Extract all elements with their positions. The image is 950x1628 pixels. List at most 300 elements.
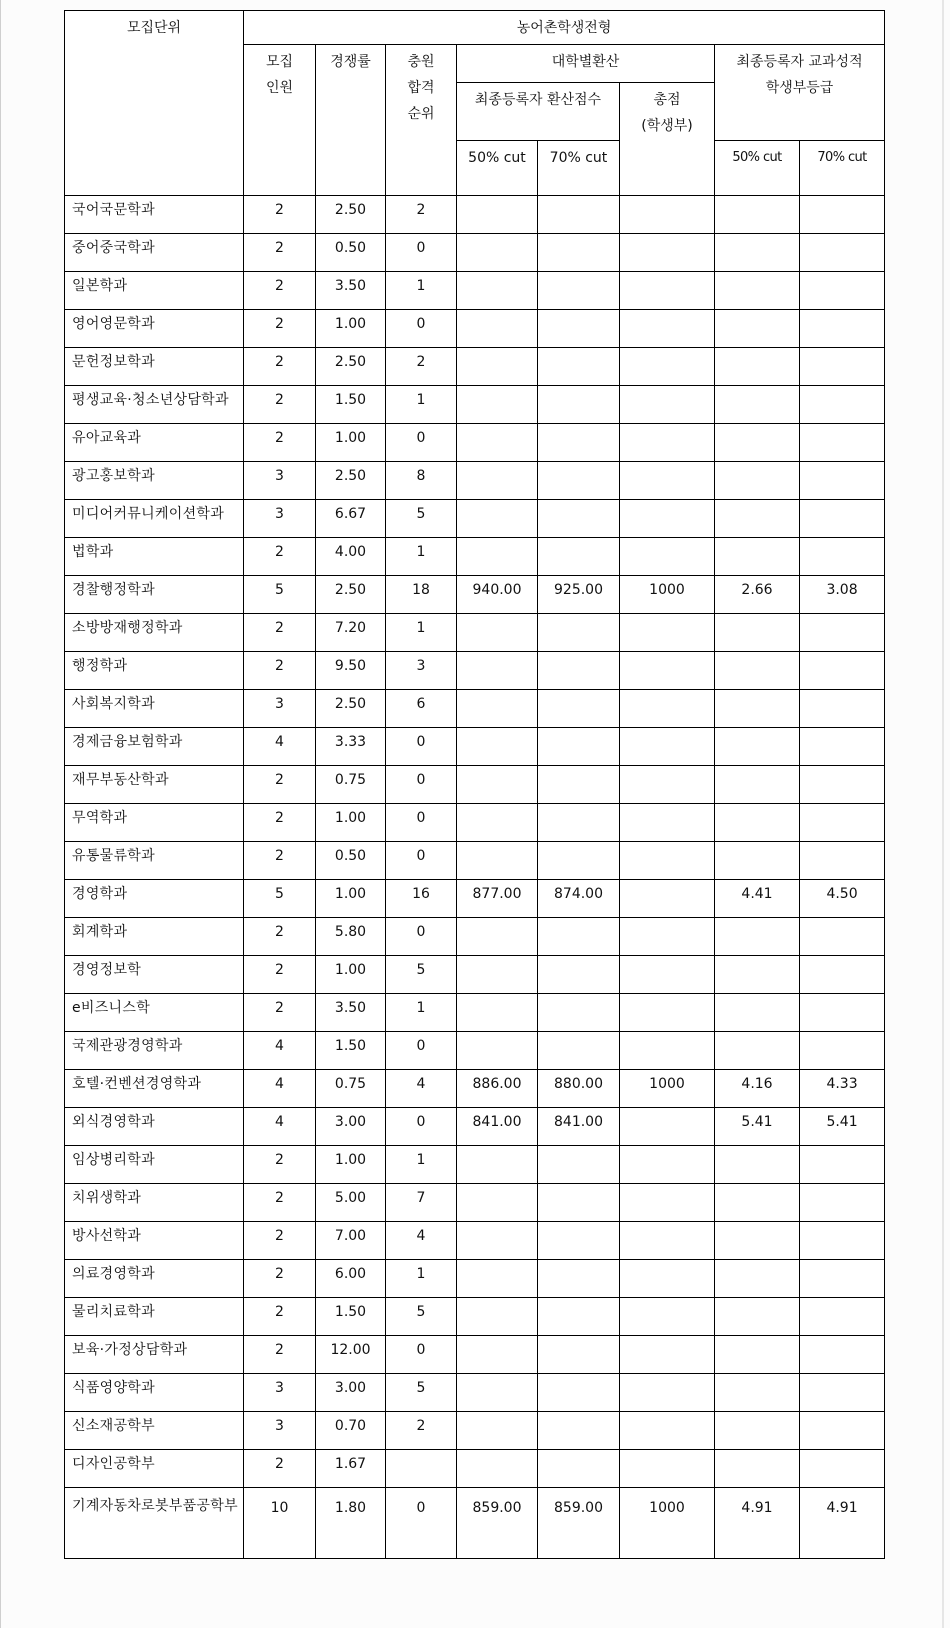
quota-cell: 2 [244,1184,316,1222]
quota-cell: 5 [244,576,316,614]
competition-rate-cell: 2.50 [316,690,386,728]
score-70cut-cell: 880.00 [538,1070,620,1108]
score-50cut-cell [457,614,538,652]
grade-50cut-cell: 4.16 [715,1070,800,1108]
score-50cut-cell [457,386,538,424]
grade-70cut-cell [800,1450,885,1488]
competition-rate-cell: 9.50 [316,652,386,690]
waitlist-rank-cell: 5 [386,956,457,994]
competition-rate-cell: 5.00 [316,1184,386,1222]
score-70cut-cell [538,956,620,994]
unit-name: 국어국문학과 [65,196,244,234]
waitlist-rank-cell: 1 [386,538,457,576]
unit-name: 경제금융보험학과 [65,728,244,766]
table-body [65,196,885,1559]
score-50cut-cell [457,728,538,766]
grade-70cut-cell [800,1146,885,1184]
unit-name: 문헌정보학과 [65,348,244,386]
unit-name: 미디어커뮤니케이션학과 [65,500,244,538]
waitlist-rank-cell: 0 [386,424,457,462]
score-70cut-cell: 859.00 [538,1488,620,1559]
grade-70cut-cell: 3.08 [800,576,885,614]
score-70cut-cell [538,500,620,538]
table-row [65,576,885,614]
quota-cell: 3 [244,500,316,538]
unit-name: 의료경영학과 [65,1260,244,1298]
unit-name: 회계학과 [65,918,244,956]
grade-50cut-cell: 4.41 [715,880,800,918]
total-score-cell [620,690,715,728]
score-70cut-cell [538,766,620,804]
score-50cut-cell [457,842,538,880]
waitlist-rank-cell: 2 [386,348,457,386]
grade-70cut-cell [800,918,885,956]
header-unit: 모집단위 [65,11,244,196]
grade-50cut-cell [715,994,800,1032]
total-score-cell [620,234,715,272]
grade-50cut-cell [715,1336,800,1374]
unit-name: 행정학과 [65,652,244,690]
header-total-score [620,83,715,196]
quota-cell: 2 [244,272,316,310]
waitlist-rank-cell: 0 [386,918,457,956]
competition-rate-cell: 2.50 [316,196,386,234]
score-70cut-cell [538,728,620,766]
grade-70cut-cell: 5.41 [800,1108,885,1146]
total-score-cell [620,196,715,234]
score-50cut-cell [457,348,538,386]
competition-rate-cell: 0.50 [316,842,386,880]
quota-cell: 2 [244,804,316,842]
score-50cut-cell: 886.00 [457,1070,538,1108]
waitlist-rank-cell: 4 [386,1222,457,1260]
header-quota-line2: 인원 [265,80,294,96]
grade-50cut-cell [715,1450,800,1488]
competition-rate-cell: 3.50 [316,272,386,310]
grade-50cut-cell [715,196,800,234]
table-row [65,234,885,272]
table-row [65,1146,885,1184]
competition-rate-cell: 1.80 [316,1488,386,1559]
score-70cut-cell [538,1336,620,1374]
quota-cell: 2 [244,348,316,386]
header-score-70cut: 70% cut [538,141,620,196]
total-score-cell [620,348,715,386]
table-row [65,918,885,956]
total-score-cell: 1000 [620,576,715,614]
table-row [65,1184,885,1222]
table-row [65,804,885,842]
competition-rate-cell: 0.75 [316,1070,386,1108]
score-50cut-cell: 877.00 [457,880,538,918]
grade-70cut-cell [800,348,885,386]
header-waitlist-line1: 충원 [407,54,435,70]
grade-50cut-cell [715,690,800,728]
score-70cut-cell [538,272,620,310]
total-score-cell [620,310,715,348]
header-waitlist-line2: 합격 [407,80,435,96]
table-row [65,842,885,880]
header-total-line1: 총점 [653,92,681,108]
score-70cut-cell [538,386,620,424]
table-row [65,614,885,652]
quota-cell: 2 [244,994,316,1032]
waitlist-rank-cell: 5 [386,1298,457,1336]
quota-cell: 2 [244,1450,316,1488]
grade-50cut-cell [715,424,800,462]
grade-70cut-cell [800,728,885,766]
score-50cut-cell [457,538,538,576]
grade-70cut-cell: 4.33 [800,1070,885,1108]
grade-70cut-cell [800,196,885,234]
unit-name: 경영학과 [65,880,244,918]
table-row [65,386,885,424]
unit-name: 평생교육·청소년상담학과 [65,386,244,424]
quota-cell: 2 [244,956,316,994]
total-score-cell [620,956,715,994]
score-50cut-cell [457,1222,538,1260]
header-score-50cut: 50% cut [457,141,538,196]
waitlist-rank-cell: 18 [386,576,457,614]
score-50cut-cell [457,196,538,234]
score-50cut-cell [457,500,538,538]
unit-name: 기계자동차로봇부품공학부 [65,1488,244,1559]
score-70cut-cell [538,614,620,652]
score-50cut-cell [457,234,538,272]
total-score-cell [620,500,715,538]
unit-name: 보육·가정상담학과 [65,1336,244,1374]
waitlist-rank-cell: 8 [386,462,457,500]
quota-cell: 2 [244,1336,316,1374]
score-70cut-cell [538,1260,620,1298]
score-50cut-cell [457,1146,538,1184]
grade-50cut-cell [715,804,800,842]
grade-50cut-cell [715,462,800,500]
competition-rate-cell: 1.50 [316,1298,386,1336]
unit-name: 법학과 [65,538,244,576]
competition-rate-cell: 0.50 [316,234,386,272]
total-score-cell [620,994,715,1032]
competition-rate-cell: 1.00 [316,424,386,462]
header-grade-line2: 학생부등급 [765,80,834,96]
score-50cut-cell [457,1260,538,1298]
quota-cell: 5 [244,880,316,918]
score-50cut-cell [457,1412,538,1450]
grade-50cut-cell: 2.66 [715,576,800,614]
table-row [65,1336,885,1374]
quota-cell: 4 [244,1070,316,1108]
admission-results-table [64,10,885,1559]
score-70cut-cell [538,348,620,386]
grade-50cut-cell [715,614,800,652]
unit-name: 방사선학과 [65,1222,244,1260]
score-70cut-cell [538,462,620,500]
table-row [65,728,885,766]
score-70cut-cell [538,1374,620,1412]
grade-70cut-cell [800,310,885,348]
score-70cut-cell [538,538,620,576]
competition-rate-cell: 1.00 [316,1146,386,1184]
score-70cut-cell [538,1450,620,1488]
table-row [65,196,885,234]
score-70cut-cell [538,1032,620,1070]
waitlist-rank-cell: 3 [386,652,457,690]
table-row [65,1412,885,1450]
total-score-cell [620,728,715,766]
total-score-cell [620,272,715,310]
waitlist-rank-cell: 1 [386,272,457,310]
table-row [65,538,885,576]
unit-name: 소방방재행정학과 [65,614,244,652]
total-score-cell [620,804,715,842]
table-row [65,310,885,348]
competition-rate-cell: 0.75 [316,766,386,804]
table-row [65,462,885,500]
waitlist-rank-cell: 0 [386,310,457,348]
competition-rate-cell: 6.00 [316,1260,386,1298]
quota-cell: 3 [244,690,316,728]
waitlist-rank-cell: 2 [386,1412,457,1450]
waitlist-rank-cell: 0 [386,1336,457,1374]
total-score-cell [620,1298,715,1336]
grade-70cut-cell [800,1222,885,1260]
table-row [65,1032,885,1070]
total-score-cell [620,766,715,804]
score-70cut-cell [538,1146,620,1184]
quota-cell: 2 [244,614,316,652]
total-score-cell [620,1108,715,1146]
score-50cut-cell [457,310,538,348]
header-waitlist-line3: 순위 [407,106,435,122]
total-score-cell [620,1184,715,1222]
score-70cut-cell: 874.00 [538,880,620,918]
competition-rate-cell: 5.80 [316,918,386,956]
score-50cut-cell [457,652,538,690]
unit-name: 재무부동산학과 [65,766,244,804]
quota-cell: 2 [244,918,316,956]
quota-cell: 2 [244,234,316,272]
grade-70cut-cell: 4.91 [800,1488,885,1559]
table-row [65,1222,885,1260]
waitlist-rank-cell: 0 [386,804,457,842]
competition-rate-cell: 1.50 [316,1032,386,1070]
quota-cell: 2 [244,1222,316,1260]
competition-rate-cell: 3.50 [316,994,386,1032]
waitlist-rank-cell: 0 [386,1032,457,1070]
unit-name: 신소재공학부 [65,1412,244,1450]
quota-cell: 2 [244,196,316,234]
unit-name: e비즈니스학 [65,994,244,1032]
waitlist-rank-cell: 1 [386,1260,457,1298]
score-50cut-cell [457,956,538,994]
header-grade-70cut: 70% cut [800,141,885,196]
waitlist-rank-cell: 1 [386,994,457,1032]
score-50cut-cell [457,1184,538,1222]
grade-50cut-cell [715,1222,800,1260]
grade-50cut-cell [715,1374,800,1412]
scrollbar-track[interactable] [942,0,944,1628]
score-50cut-cell [457,1450,538,1488]
grade-50cut-cell [715,1412,800,1450]
waitlist-rank-cell: 0 [386,1488,457,1559]
header-final-converted-score: 최종등록자 환산점수 [457,83,620,141]
grade-70cut-cell: 4.50 [800,880,885,918]
unit-name: 영어영문학과 [65,310,244,348]
table-row [65,424,885,462]
quota-cell: 2 [244,1298,316,1336]
competition-rate-cell: 0.70 [316,1412,386,1450]
score-70cut-cell [538,804,620,842]
unit-name: 중어중국학과 [65,234,244,272]
header-quota-line1: 모집 [265,54,294,70]
header-quota [244,45,316,196]
score-50cut-cell [457,766,538,804]
waitlist-rank-cell: 5 [386,1374,457,1412]
waitlist-rank-cell: 0 [386,766,457,804]
grade-70cut-cell [800,234,885,272]
quota-cell: 3 [244,1412,316,1450]
table-row [65,880,885,918]
competition-rate-cell: 1.50 [316,386,386,424]
score-70cut-cell [538,994,620,1032]
header-total-line2: (학생부) [641,118,693,134]
quota-cell: 2 [244,424,316,462]
total-score-cell [620,842,715,880]
grade-50cut-cell [715,842,800,880]
score-70cut-cell [538,234,620,272]
waitlist-rank-cell: 2 [386,196,457,234]
total-score-cell [620,1450,715,1488]
score-50cut-cell [457,918,538,956]
score-70cut-cell [538,196,620,234]
header-waitlist-rank [386,45,457,196]
score-70cut-cell: 925.00 [538,576,620,614]
grade-70cut-cell [800,424,885,462]
score-50cut-cell [457,1374,538,1412]
competition-rate-cell: 1.00 [316,880,386,918]
waitlist-rank-cell: 6 [386,690,457,728]
grade-70cut-cell [800,1412,885,1450]
competition-rate-cell: 3.00 [316,1374,386,1412]
header-univ-conversion: 대학별환산 [457,45,715,83]
quota-cell: 3 [244,1374,316,1412]
competition-rate-cell: 2.50 [316,348,386,386]
score-50cut-cell [457,1032,538,1070]
score-50cut-cell [457,690,538,728]
table-row [65,690,885,728]
total-score-cell: 1000 [620,1070,715,1108]
waitlist-rank-cell: 1 [386,386,457,424]
unit-name: 일본학과 [65,272,244,310]
table-row [65,1450,885,1488]
score-70cut-cell [538,1222,620,1260]
competition-rate-cell: 3.33 [316,728,386,766]
grade-50cut-cell [715,1032,800,1070]
grade-70cut-cell [800,538,885,576]
unit-name: 국제관광경영학과 [65,1032,244,1070]
score-50cut-cell: 859.00 [457,1488,538,1559]
score-70cut-cell [538,690,620,728]
header-final-grade [715,45,885,141]
grade-50cut-cell [715,310,800,348]
total-score-cell [620,918,715,956]
quota-cell: 10 [244,1488,316,1559]
unit-name: 사회복지학과 [65,690,244,728]
score-70cut-cell [538,652,620,690]
table-row [65,272,885,310]
score-50cut-cell [457,804,538,842]
waitlist-rank-cell: 0 [386,1108,457,1146]
score-70cut-cell [538,1184,620,1222]
quota-cell: 2 [244,538,316,576]
table-row [65,1260,885,1298]
total-score-cell [620,1222,715,1260]
header-grade-line1: 최종등록자 교과성적 [736,54,863,70]
unit-name: 디자인공학부 [65,1450,244,1488]
unit-name: 치위생학과 [65,1184,244,1222]
grade-50cut-cell [715,766,800,804]
grade-50cut-cell [715,500,800,538]
unit-name: 경찰행정학과 [65,576,244,614]
unit-name: 무역학과 [65,804,244,842]
competition-rate-cell: 1.67 [316,1450,386,1488]
total-score-cell [620,880,715,918]
grade-70cut-cell [800,652,885,690]
total-score-cell: 1000 [620,1488,715,1559]
unit-name: 식품영양학과 [65,1374,244,1412]
page-left-border [0,0,1,1628]
score-50cut-cell [457,1336,538,1374]
total-score-cell [620,1260,715,1298]
grade-70cut-cell [800,1260,885,1298]
waitlist-rank-cell: 1 [386,1146,457,1184]
competition-rate-cell: 2.50 [316,576,386,614]
grade-50cut-cell [715,918,800,956]
quota-cell: 4 [244,728,316,766]
table-row [65,766,885,804]
grade-70cut-cell [800,690,885,728]
table-row [65,956,885,994]
grade-70cut-cell [800,1032,885,1070]
score-70cut-cell [538,842,620,880]
table-row [65,348,885,386]
grade-70cut-cell [800,1298,885,1336]
grade-70cut-cell [800,614,885,652]
table-row [65,500,885,538]
quota-cell: 2 [244,842,316,880]
total-score-cell [620,1146,715,1184]
grade-50cut-cell [715,234,800,272]
grade-50cut-cell [715,728,800,766]
table-row [65,1070,885,1108]
grade-70cut-cell [800,1374,885,1412]
quota-cell: 2 [244,386,316,424]
grade-70cut-cell [800,1336,885,1374]
grade-70cut-cell [800,994,885,1032]
quota-cell: 4 [244,1108,316,1146]
grade-50cut-cell [715,538,800,576]
grade-50cut-cell [715,1298,800,1336]
grade-50cut-cell [715,956,800,994]
grade-50cut-cell [715,272,800,310]
total-score-cell [620,462,715,500]
quota-cell: 2 [244,1146,316,1184]
waitlist-rank-cell: 7 [386,1184,457,1222]
competition-rate-cell: 2.50 [316,462,386,500]
total-score-cell [620,1374,715,1412]
unit-name: 임상병리학과 [65,1146,244,1184]
score-70cut-cell [538,424,620,462]
